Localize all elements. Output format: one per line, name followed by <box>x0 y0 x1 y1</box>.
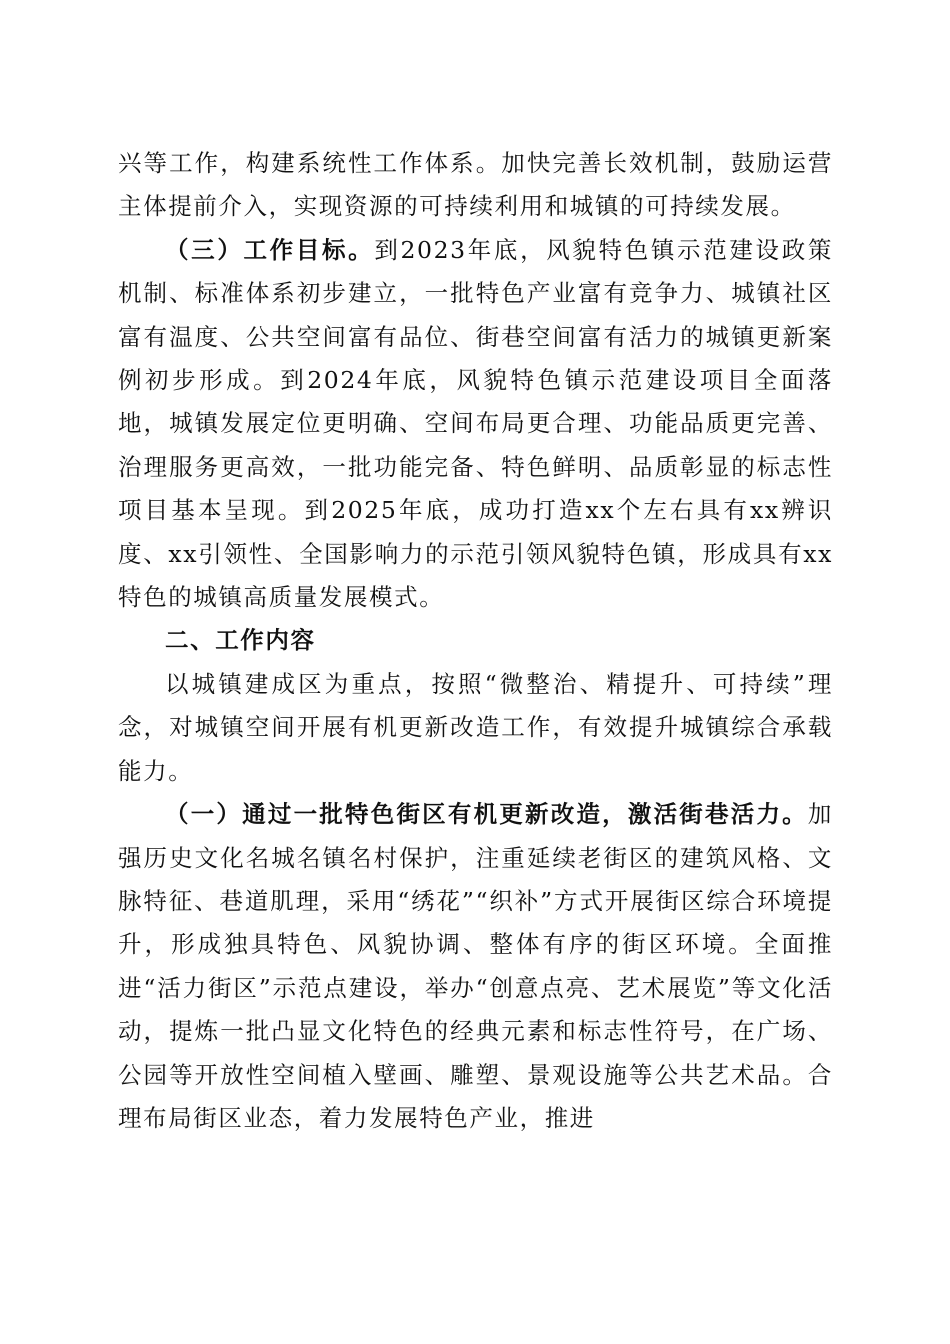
work-goals-text: 到2023年底，风貌特色镇示范建设政策机制、标准体系初步建立，一批特色产业富有竞争力、城镇社区富有温度、公共空间富有品位、街巷空间富有活力的城镇更新案例初步形成。到2024年底，风貌特色镇示范建设项目全面落地，城镇发展定位更明确、空间布局更合理、功能品质更完善、治理服务更高效，一批功能完备、特色鲜明、品质彰显的标志性项目基本呈现。到2025年底，成功打造xx个左右具有xx辨识度、xx引领性、全国影响力的示范引领风貌特色镇，形成具有xx特色的城镇高质量发展模式。 <box>118 235 833 612</box>
section-lead-work-goals: （三）工作目标。 <box>165 235 375 264</box>
section-heading-work-content: 二、工作内容 <box>165 626 316 655</box>
street-renewal-text: 加强历史文化名城名镇名村保护，注重延续老街区的建筑风格、文脉特征、巷道肌理，采用“绣花”“织补”方式开展街区综合环境提升，形成独具特色、风貌协调、整体有序的街区环境。全面推进“活力街区”示范点建设，举办“创意点亮、艺术展览”等文化活动，提炼一批凸显文化特色的经典元素和标志性符号，在广场、公园等开放性空间植入壁画、雕塑、景观设施等公共艺术品。合理布局街区业态，着力发展特色产业，推进 <box>118 800 833 1132</box>
paragraph-continuation: 兴等工作，构建系统性工作体系。加快完善长效机制，鼓励运营主体提前介入，实现资源的可持续利用和城镇的可持续发展。 <box>118 149 833 221</box>
section-lead-street-renewal: （一）通过一批特色街区有机更新改造，激活街巷活力。 <box>165 800 808 829</box>
paragraph-work-content-intro: 以城镇建成区为重点，按照“微整治、精提升、可持续”理念，对城镇空间开展有机更新改造工作，有效提升城镇综合承载能力。 <box>118 669 833 785</box>
paragraph-street-renewal <box>118 793 833 1140</box>
document-body <box>118 142 833 1140</box>
paragraph-work-goals <box>118 229 833 620</box>
